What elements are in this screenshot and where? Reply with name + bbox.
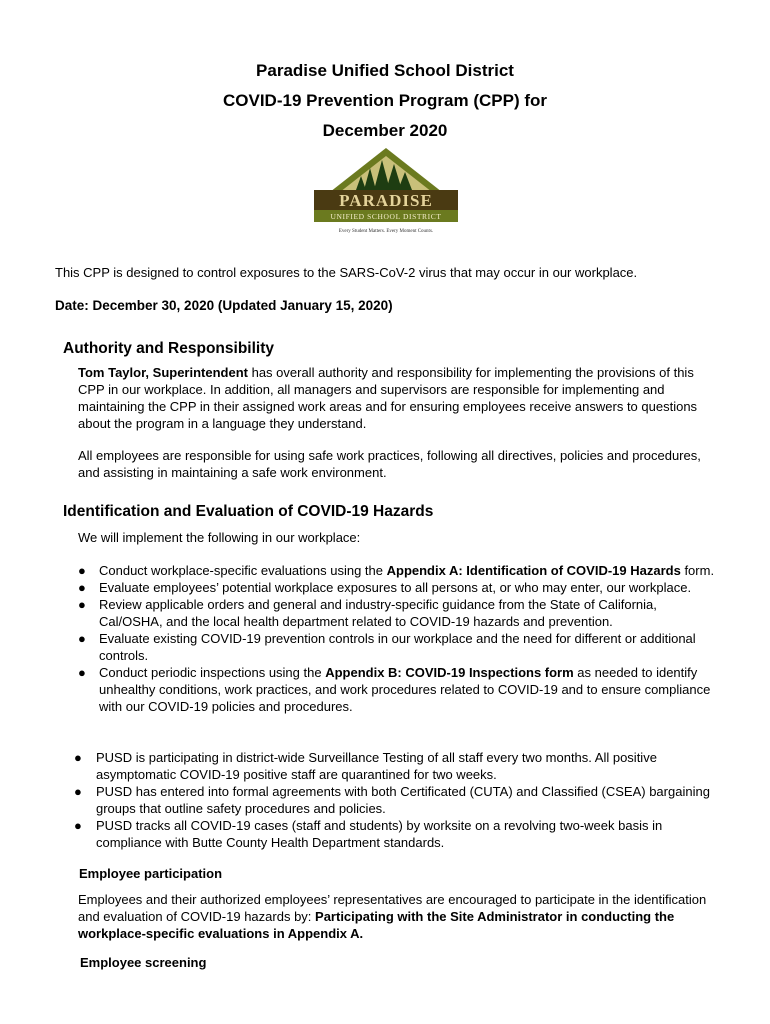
list-item-text: PUSD is participating in district-wide Surveillance Testing of all staff every two months. All positive asymptomatic COVID-19 positive staff are quarantined for two weeks.	[96, 750, 657, 782]
participation-paragraph	[78, 891, 718, 942]
list-item	[74, 817, 718, 851]
subheading-employee-participation: Employee participation	[79, 866, 223, 881]
logo-tagline: Every Student Matters. Every Moment Counts.	[338, 229, 434, 234]
list-item	[78, 630, 718, 664]
list-item-text: as needed to identify unhealthy conditions, work practices, and work procedures related to COVID-19 and to ensure compliance with our COVID-19 policies and procedures.	[99, 665, 711, 714]
participation-text: Employees and their authorized employees’ representatives are encouraged to participate in the identification and evaluation of COVID-19 hazards by:	[78, 892, 707, 924]
bullet-icon: ●	[78, 597, 86, 612]
title-line-1: Paradise Unified School District	[256, 61, 514, 80]
authority-paragraph-2: All employees are responsible for using safe work practices, following all directives, policies and procedures, and assisting in maintaining a safe work environment.	[78, 448, 701, 480]
bullet-icon: ●	[78, 665, 86, 680]
bullet-icon: ●	[74, 750, 82, 765]
appendix-b-reference: Appendix B: COVID-19 Inspections form	[325, 665, 574, 680]
authority-paragraph-1-text: has overall authority and responsibility for implementing the provisions of this CPP in our workplace. In addition, all managers and supervisors are responsible for implementing and maintaining the CPP in their assigned work areas and for ensuring employees receive answers to questions about the program in a language they understand.	[78, 365, 698, 431]
list-item	[78, 579, 718, 596]
logo-name: PARADISE	[339, 191, 433, 210]
bullet-icon: ●	[74, 784, 82, 799]
document-date: Date: December 30, 2020 (Updated January 15, 2020)	[55, 298, 393, 313]
identification-intro: We will implement the following in our workplace:	[78, 530, 361, 545]
section-heading-authority: Authority and Responsibility	[63, 340, 274, 357]
participation-emphasis: Participating with the Site Administrator in conducting the workplace-specific evaluations in Appendix A.	[78, 909, 675, 941]
list-item	[74, 749, 718, 783]
list-item-text: Conduct workplace-specific evaluations using the	[99, 563, 387, 578]
bullet-icon: ●	[78, 631, 86, 646]
list-item-text: form.	[680, 563, 715, 578]
bullet-icon: ●	[78, 563, 86, 578]
title-line-2: COVID-19 Prevention Program (CPP) for	[222, 91, 547, 110]
list-item-text: Evaluate employees’ potential workplace exposures to all persons at, or who may enter, our workplace.	[99, 580, 692, 595]
list-item-text: PUSD has entered into formal agreements with both Certificated (CUTA) and Classified (CSEA) bargaining groups that outline safety procedures and policies.	[96, 784, 710, 816]
intro-text: This CPP is designed to control exposures to the SARS-CoV-2 virus that may occur in our workplace.	[55, 265, 638, 280]
bullet-icon: ●	[78, 580, 86, 595]
subheading-employee-screening: Employee screening	[80, 955, 207, 970]
list-item	[78, 562, 718, 579]
list-item	[78, 664, 718, 715]
pusd-list	[74, 749, 718, 851]
bullet-icon: ●	[74, 818, 82, 833]
authority-paragraph-1	[78, 364, 718, 432]
title-line-3: December 2020	[322, 121, 448, 140]
list-item	[78, 596, 718, 630]
list-item	[74, 783, 718, 817]
district-logo	[312, 146, 460, 236]
list-item-text: PUSD tracks all COVID-19 cases (staff and students) by worksite on a revolving two-week basis in compliance with Butte County Health Department standards.	[96, 818, 663, 850]
superintendent-name: Tom Taylor, Superintendent	[78, 365, 248, 380]
identification-list	[78, 562, 718, 715]
list-item-text: Evaluate existing COVID-19 prevention controls in our workplace and the need for different or additional controls.	[99, 631, 696, 663]
appendix-a-reference: Appendix A: Identification of COVID-19 Hazards	[386, 563, 681, 578]
list-item-text: Conduct periodic inspections using the	[99, 665, 326, 680]
logo-subtitle: UNIFIED SCHOOL DISTRICT	[330, 212, 442, 221]
document-title	[0, 56, 770, 146]
section-heading-identification: Identification and Evaluation of COVID-19 Hazards	[63, 503, 434, 520]
list-item-text: Review applicable orders and general and industry-specific guidance from the State of California, Cal/OSHA, and the local health department related to COVID-19 hazards and prevention.	[99, 597, 657, 629]
